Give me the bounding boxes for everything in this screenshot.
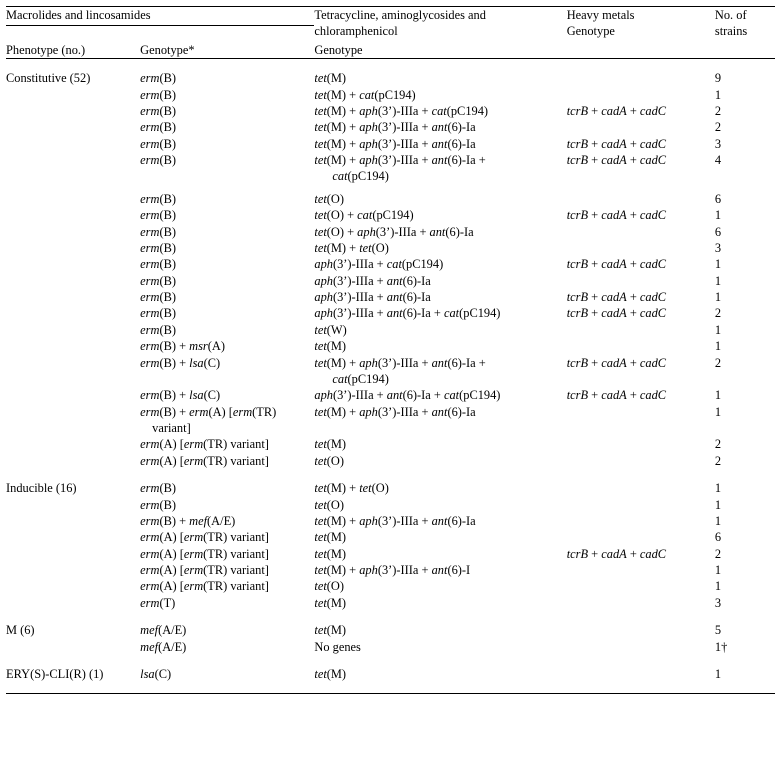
genotype-heavy-metal-cell: tcrB + cadA + cadC: [566, 153, 667, 167]
genotype-macrolide-cell: erm(B): [140, 71, 176, 86]
strain-count-cell: 1: [714, 339, 722, 354]
genotype-tetracycline-cell: tet(M) + aph(3’)-IIIa + ant(6)-Ia: [314, 404, 476, 419]
genotype-heavy-metal-cell: [567, 338, 715, 354]
table-row: [6, 622, 775, 638]
table-header-group-row: [6, 7, 775, 42]
table-row: [6, 256, 775, 272]
phenotype-cell: ERY(S)-CLI(R) (1): [6, 666, 104, 681]
phenotype-cell: Constitutive (52): [6, 71, 91, 86]
phenotype-cell: [6, 207, 140, 223]
table-row: [6, 666, 775, 682]
genotype-heavy-metal-cell: [567, 595, 715, 611]
strain-count-cell: 1: [714, 563, 722, 577]
genotype-macrolide-cell: erm(B): [140, 240, 176, 255]
genotype-macrolide-cell: erm(B): [140, 290, 176, 304]
table-row: [6, 355, 775, 388]
phenotype-cell: [6, 404, 140, 437]
table-row: [6, 191, 775, 207]
genotype-heavy-metal-cell: [567, 119, 715, 135]
table-row: [6, 136, 775, 152]
genotype-heavy-metal-cell: [567, 578, 715, 594]
table-row: [6, 480, 775, 496]
phenotype-cell: [6, 546, 140, 562]
header-col-genotype-heavy: [567, 42, 715, 59]
header-col-genotype-tetracycline: Genotype: [314, 42, 566, 59]
genotype-heavy-metal-cell: tcrB + cadA + cadC: [566, 306, 667, 321]
genotype-heavy-metal-cell: [567, 404, 715, 437]
strain-count-cell: 1: [714, 497, 722, 512]
genotype-heavy-metal-cell: [567, 322, 715, 338]
genotype-heavy-metal-cell: [567, 513, 715, 529]
genotype-tetracycline-cell: tet(M): [314, 546, 347, 561]
phenotype-cell: [6, 191, 140, 207]
genotype-macrolide-cell: erm(B): [140, 273, 176, 288]
phenotype-cell: [6, 513, 140, 529]
header-group-tetracycline: [314, 7, 566, 42]
genotype-macrolide-cell: erm(A) [erm(TR) variant]: [140, 453, 269, 468]
genotype-tetracycline-cell: tet(O) + cat(pC194): [314, 208, 414, 223]
phenotype-cell: [6, 639, 140, 655]
table-row: [6, 436, 775, 452]
table-row: [6, 595, 775, 611]
table-bottom-rule: [6, 694, 775, 695]
genotype-heavy-metal-cell: [567, 497, 715, 513]
genotype-macrolide-cell: erm(B): [140, 322, 176, 337]
strain-count-cell: 1: [714, 388, 722, 403]
table-row: [6, 639, 775, 655]
header-group-macrolides: [6, 7, 314, 42]
genotype-macrolide-cell: erm(B) + lsa(C): [140, 388, 221, 403]
genotype-macrolide-cell: lsa(C): [140, 666, 172, 681]
genotype-tetracycline-cell: tet(O): [314, 497, 344, 512]
phenotype-cell: [6, 87, 140, 103]
genotype-tetracycline-cell: No genes: [314, 639, 361, 654]
genotype-heavy-metal-cell: [567, 480, 715, 496]
strain-count-cell: 1: [714, 666, 722, 681]
table-row: [6, 453, 775, 469]
genotype-heavy-metal-cell: [567, 436, 715, 452]
strain-count-cell: 1: [714, 257, 722, 272]
table-row: [6, 562, 775, 578]
phenotype-cell: [6, 529, 140, 545]
genotype-heavy-metal-cell: [567, 273, 715, 289]
strain-count-cell: 6: [714, 224, 722, 239]
table-row: [6, 387, 775, 403]
table-row: [6, 513, 775, 529]
genotype-tetracycline-cell: tet(O): [314, 579, 344, 594]
genotype-macrolide-cell: erm(B): [140, 306, 176, 321]
genotype-tetracycline-cell: tet(M) + cat(pC194): [314, 87, 416, 102]
phenotype-cell: [6, 240, 140, 256]
genotype-macrolide-cell: erm(B) + erm(A) [erm(TR) variant]: [140, 404, 277, 435]
phenotype-cell: [6, 305, 140, 321]
table-header-sub-row: [6, 42, 775, 59]
genotype-heavy-metal-cell: tcrB + cadA + cadC: [566, 290, 667, 304]
header-col-phenotype: Phenotype (no.): [6, 42, 140, 59]
table-row: [6, 240, 775, 256]
table-row: [6, 87, 775, 103]
strain-count-cell: 1: [714, 404, 722, 419]
strain-count-cell: 3: [714, 595, 722, 610]
phenotype-cell: [6, 103, 140, 119]
genotype-tetracycline-cell: tet(M) + tet(O): [314, 481, 389, 496]
strain-count-cell: 5: [714, 623, 722, 638]
header-group-macrolides-label: Macrolides and lincosamides: [6, 7, 314, 26]
genotype-tetracycline-cell: tet(O) + aph(3’)-IIIa + ant(6)-Ia: [314, 224, 474, 239]
table-row: [6, 322, 775, 338]
table-row: [6, 273, 775, 289]
genotype-macrolide-cell: erm(A) [erm(TR) variant]: [140, 563, 269, 577]
genotype-tetracycline-cell: tet(M): [314, 595, 347, 610]
genotype-tetracycline-cell: tet(M): [314, 530, 347, 545]
genotype-heavy-metal-cell: tcrB + cadA + cadC: [566, 208, 667, 223]
genotype-tetracycline-cell: tet(M) + aph(3’)-IIIa + ant(6)-Ia: [314, 120, 476, 135]
phenotype-cell: [6, 322, 140, 338]
table-row: [6, 289, 775, 305]
phenotype-cell: [6, 595, 140, 611]
genotype-tetracycline-cell: aph(3’)-IIIa + cat(pC194): [314, 257, 444, 272]
resistance-genotype-table: [6, 6, 775, 694]
phenotype-cell: [6, 152, 140, 185]
strain-count-cell: 2: [714, 453, 722, 468]
table-row: [6, 404, 775, 437]
genotype-macrolide-cell: mef(A/E): [140, 639, 187, 654]
genotype-heavy-metal-cell: [567, 639, 715, 655]
table-row: [6, 103, 775, 119]
genotype-macrolide-cell: erm(B): [140, 208, 176, 223]
bottom-spacer: [6, 682, 775, 694]
genotype-macrolide-cell: erm(B): [140, 191, 176, 206]
table-row: [6, 207, 775, 223]
strain-count-cell: 1: [714, 290, 722, 304]
header-group-strains: No. of strains: [715, 7, 775, 42]
genotype-tetracycline-cell: tet(M): [314, 339, 347, 354]
table-row: [6, 546, 775, 562]
strain-count-cell: 2: [714, 437, 722, 452]
genotype-macrolide-cell: erm(B): [140, 120, 176, 135]
genotype-heavy-metal-cell: [567, 240, 715, 256]
table-row: [6, 224, 775, 240]
section-spacer: [6, 469, 775, 480]
strain-count-cell: 1: [714, 322, 722, 337]
strain-count-cell: 1: [714, 481, 722, 496]
genotype-heavy-metal-cell: tcrB + cadA + cadC: [566, 355, 667, 370]
table-row: [6, 578, 775, 594]
phenotype-cell: [6, 562, 140, 578]
phenotype-cell: [6, 436, 140, 452]
section-spacer: [6, 59, 775, 71]
genotype-heavy-metal-cell: [567, 453, 715, 469]
strain-count-cell: 1: [714, 87, 722, 102]
strain-count-cell: 1: [714, 208, 722, 223]
genotype-tetracycline-cell: tet(M) + tet(O): [314, 240, 389, 255]
genotype-tetracycline-cell: aph(3’)-IIIa + ant(6)-Ia: [314, 290, 431, 304]
phenotype-cell: [6, 497, 140, 513]
strain-count-cell: 4: [714, 153, 722, 167]
section-spacer: [6, 611, 775, 622]
table-row: [6, 529, 775, 545]
strain-count-cell: 1: [714, 513, 722, 528]
genotype-heavy-metal-cell: tcrB + cadA + cadC: [566, 388, 667, 403]
genotype-macrolide-cell: erm(B): [140, 87, 176, 102]
genotype-macrolide-cell: erm(B): [140, 497, 176, 512]
genotype-tetracycline-cell: tet(O): [314, 453, 344, 468]
genotype-heavy-metal-cell: [567, 666, 715, 682]
strain-count-cell: 2: [714, 306, 722, 321]
genotype-tetracycline-cell: tet(M) + aph(3’)-IIIa + ant(6)-Ia: [314, 136, 476, 151]
genotype-macrolide-cell: erm(T): [140, 595, 176, 610]
genotype-heavy-metal-cell: tcrB + cadA + cadC: [566, 546, 667, 561]
phenotype-cell: [6, 224, 140, 240]
phenotype-cell: [6, 338, 140, 354]
genotype-heavy-metal-cell: [567, 224, 715, 240]
genotype-heavy-metal-cell: [567, 622, 715, 638]
strain-count-cell: 9: [714, 71, 722, 86]
strain-count-cell: 1: [714, 273, 722, 288]
genotype-heavy-metal-cell: [567, 529, 715, 545]
genotype-heavy-metal-cell: tcrB + cadA + cadC: [566, 257, 667, 272]
phenotype-cell: [6, 578, 140, 594]
genotype-macrolide-cell: erm(B): [140, 481, 176, 496]
genotype-heavy-metal-cell: [567, 191, 715, 207]
strain-count-cell: 2: [714, 103, 722, 118]
header-group-tetracycline-label: Tetracycline, aminoglycosides and chloramphenicol: [314, 8, 486, 39]
strain-count-cell: 3: [714, 240, 722, 255]
genotype-heavy-metal-cell: tcrB + cadA + cadC: [566, 136, 667, 151]
phenotype-cell: [6, 136, 140, 152]
genotype-macrolide-cell: erm(B): [140, 257, 176, 272]
genotype-macrolide-cell: mef(A/E): [140, 623, 187, 638]
strain-count-cell: 2: [714, 546, 722, 561]
strain-count-cell: 2: [714, 120, 722, 135]
table-row: [6, 338, 775, 354]
genotype-heavy-metal-cell: [567, 562, 715, 578]
genotype-tetracycline-cell: tet(M) + aph(3’)-IIIa + cat(pC194): [314, 103, 489, 118]
phenotype-cell: [6, 119, 140, 135]
phenotype-cell: M (6): [6, 623, 35, 638]
genotype-macrolide-cell: erm(B) + msr(A): [140, 339, 225, 354]
genotype-tetracycline-cell: tet(M): [314, 666, 347, 681]
genotype-tetracycline-cell: tet(M) + aph(3’)-IIIa + ant(6)-I: [314, 563, 471, 577]
genotype-macrolide-cell: erm(A) [erm(TR) variant]: [140, 437, 269, 452]
header-col-strains-blank: [715, 42, 775, 59]
table-row: [6, 497, 775, 513]
genotype-macrolide-cell: erm(B): [140, 153, 176, 167]
genotype-tetracycline-cell: tet(M): [314, 71, 347, 86]
header-group-heavy-metals: Heavy metals Genotype: [567, 7, 715, 42]
genotype-tetracycline-cell: aph(3’)-IIIa + ant(6)-Ia + cat(pC194): [314, 306, 501, 321]
genotype-tetracycline-cell: tet(M) + aph(3’)-IIIa + ant(6)-Ia + cat(pC194): [314, 355, 486, 386]
genotype-tetracycline-cell: tet(W): [314, 322, 347, 337]
strain-count-cell: 1†: [714, 639, 728, 654]
section-spacer: [6, 655, 775, 666]
genotype-macrolide-cell: erm(A) [erm(TR) variant]: [140, 546, 269, 561]
phenotype-cell: [6, 256, 140, 272]
genotype-heavy-metal-cell: [567, 87, 715, 103]
genotype-macrolide-cell: erm(B): [140, 103, 176, 118]
genotype-heavy-metal-cell: tcrB + cadA + cadC: [566, 103, 667, 118]
table-row: [6, 70, 775, 86]
genotype-tetracycline-cell: tet(M): [314, 437, 347, 452]
genotype-macrolide-cell: erm(A) [erm(TR) variant]: [140, 579, 269, 594]
strain-count-cell: 1: [714, 579, 722, 594]
phenotype-cell: [6, 387, 140, 403]
strain-count-cell: 6: [714, 530, 722, 545]
genotype-tetracycline-cell: tet(M): [314, 623, 347, 638]
phenotype-cell: [6, 289, 140, 305]
table-row: [6, 119, 775, 135]
table-row: [6, 152, 775, 185]
strain-count-cell: 6: [714, 191, 722, 206]
genotype-macrolide-cell: erm(B) + lsa(C): [140, 355, 221, 370]
genotype-heavy-metal-cell: [567, 70, 715, 86]
header-col-genotype-macrolides: Genotype*: [140, 42, 314, 59]
strain-count-cell: 2: [714, 355, 722, 370]
phenotype-cell: Inducible (16): [6, 481, 77, 496]
genotype-tetracycline-cell: tet(O): [314, 191, 344, 206]
genotype-macrolide-cell: erm(A) [erm(TR) variant]: [140, 530, 269, 545]
genotype-macrolide-cell: erm(B): [140, 136, 176, 151]
phenotype-cell: [6, 273, 140, 289]
genotype-macrolide-cell: erm(B) + mef(A/E): [140, 513, 236, 528]
phenotype-cell: [6, 453, 140, 469]
genotype-tetracycline-cell: tet(M) + aph(3’)-IIIa + ant(6)-Ia + cat(pC194): [314, 153, 486, 184]
table-row: [6, 305, 775, 321]
genotype-macrolide-cell: erm(B): [140, 224, 176, 239]
phenotype-cell: [6, 355, 140, 388]
genotype-tetracycline-cell: tet(M) + aph(3’)-IIIa + ant(6)-Ia: [314, 513, 476, 528]
genotype-tetracycline-cell: aph(3’)-IIIa + ant(6)-Ia: [314, 273, 431, 288]
genotype-tetracycline-cell: aph(3’)-IIIa + ant(6)-Ia + cat(pC194): [314, 388, 501, 403]
strain-count-cell: 3: [714, 136, 722, 151]
